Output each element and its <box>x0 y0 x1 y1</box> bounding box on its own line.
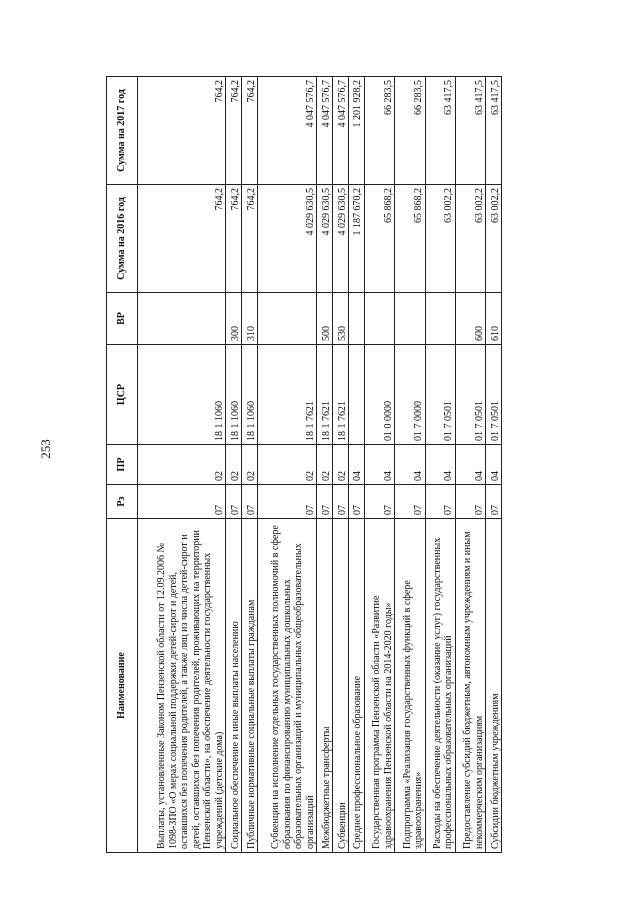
table-body <box>138 77 502 853</box>
cell-sum-2017: 764,2 <box>242 77 258 185</box>
cell-name: Субсидии бюджетным учреждениям <box>486 519 502 853</box>
cell-sum-2016: 4 029 630,5 <box>258 185 317 293</box>
cell-pr: 04 <box>349 445 365 485</box>
budget-table <box>106 76 502 853</box>
cell-name: Выплаты, установленные Законом Пензенской области от 12.09.2006 № 1098-ЗПО «О мерах социальной поддержки детей-сирот и детей, оставшихся без попечения родителей, а также лиц из числа детей-сирот и детей, оставшихся без попечения родителей, проживающих на территории Пензенской области», на обеспечение деятельности государственных учреждений (детские дома) <box>138 519 226 853</box>
page-number: 253 <box>38 439 53 459</box>
cell-rz: 07 <box>317 485 333 519</box>
table-row <box>455 77 485 853</box>
cell-sum-2017: 4 047 576,7 <box>258 77 317 185</box>
table-row <box>317 77 333 853</box>
cell-pr: 02 <box>138 445 226 485</box>
cell-vr <box>425 293 455 345</box>
cell-csr: 18 1 1060 <box>138 345 226 445</box>
cell-vr: 610 <box>486 293 502 345</box>
cell-sum-2016: 4 029 630,5 <box>333 185 349 293</box>
cell-vr: 500 <box>317 293 333 345</box>
cell-sum-2017: 1 201 928,2 <box>349 77 365 185</box>
cell-rz: 07 <box>455 485 485 519</box>
table-row <box>258 77 317 853</box>
table-row <box>226 77 242 853</box>
cell-sum-2016: 63 002,2 <box>486 185 502 293</box>
cell-rz: 07 <box>242 485 258 519</box>
cell-rz: 07 <box>333 485 349 519</box>
cell-sum-2017: 4 047 576,7 <box>317 77 333 185</box>
cell-name: Межбюджетные трансферты <box>317 519 333 853</box>
table-row <box>395 77 425 853</box>
cell-name: Государственная программа Пензенской области «Развитие здравоохранения Пензенской области на 2014-2020 годы» <box>364 519 394 853</box>
cell-sum-2017: 63 417,5 <box>486 77 502 185</box>
header-rz: Рз <box>107 485 138 519</box>
table-row <box>486 77 502 853</box>
cell-rz: 07 <box>364 485 394 519</box>
cell-name: Подпрограмма «Реализация государственных функций в сфере здравоохранения» <box>395 519 425 853</box>
cell-sum-2016: 63 002,2 <box>455 185 485 293</box>
cell-csr: 01 7 0501 <box>425 345 455 445</box>
cell-pr: 04 <box>455 445 485 485</box>
cell-vr: 530 <box>333 293 349 345</box>
cell-csr: 01 0 0000 <box>364 345 394 445</box>
table-row <box>138 77 226 853</box>
cell-name: Социальное обеспечение и иные выплаты населению <box>226 519 242 853</box>
rotated-table-wrapper <box>106 77 502 853</box>
table-row <box>425 77 455 853</box>
cell-sum-2017: 63 417,5 <box>425 77 455 185</box>
cell-pr: 02 <box>333 445 349 485</box>
cell-vr <box>258 293 317 345</box>
cell-sum-2016: 63 002,2 <box>425 185 455 293</box>
cell-csr: 01 7 0501 <box>455 345 485 445</box>
cell-name: Расходы на обеспечение деятельности (оказание услуг) государственных профессиональных образовательных организаций <box>425 519 455 853</box>
cell-sum-2017: 764,2 <box>138 77 226 185</box>
cell-pr: 02 <box>242 445 258 485</box>
cell-csr: 18 1 7621 <box>317 345 333 445</box>
cell-vr: 310 <box>242 293 258 345</box>
cell-sum-2017: 66 283,5 <box>364 77 394 185</box>
table-row <box>364 77 394 853</box>
cell-rz: 07 <box>138 485 226 519</box>
table-row <box>349 77 365 853</box>
header-csr: ЦСР <box>107 345 138 445</box>
cell-csr: 18 1 1060 <box>242 345 258 445</box>
cell-csr: 18 1 7621 <box>258 345 317 445</box>
cell-name: Предоставление субсидий бюджетным, автономным учреждениям и иным некоммерческим организациям <box>455 519 485 853</box>
cell-vr <box>395 293 425 345</box>
cell-pr: 04 <box>486 445 502 485</box>
cell-name: Среднее профессиональное образование <box>349 519 365 853</box>
cell-sum-2017: 66 283,5 <box>395 77 425 185</box>
cell-pr: 02 <box>226 445 242 485</box>
cell-csr <box>349 345 365 445</box>
cell-rz: 07 <box>425 485 455 519</box>
cell-sum-2016: 1 187 670,2 <box>349 185 365 293</box>
cell-rz: 07 <box>395 485 425 519</box>
header-pr: ПР <box>107 445 138 485</box>
cell-name: Публичные нормативные социальные выплаты гражданам <box>242 519 258 853</box>
cell-rz: 07 <box>349 485 365 519</box>
cell-pr: 04 <box>364 445 394 485</box>
cell-sum-2016: 4 029 630,5 <box>317 185 333 293</box>
cell-sum-2017: 63 417,5 <box>455 77 485 185</box>
cell-name: Субвенции <box>333 519 349 853</box>
cell-sum-2016: 764,2 <box>138 185 226 293</box>
cell-pr: 04 <box>425 445 455 485</box>
cell-vr: 300 <box>226 293 242 345</box>
cell-vr <box>349 293 365 345</box>
header-vr: ВР <box>107 293 138 345</box>
table-header <box>107 77 138 853</box>
cell-csr: 01 7 0000 <box>395 345 425 445</box>
cell-rz: 07 <box>226 485 242 519</box>
cell-sum-2016: 764,2 <box>226 185 242 293</box>
cell-rz: 07 <box>258 485 317 519</box>
cell-csr: 18 1 1060 <box>226 345 242 445</box>
cell-pr: 02 <box>258 445 317 485</box>
cell-pr: 04 <box>395 445 425 485</box>
header-sum-2016: Сумма на 2016 год <box>107 185 138 293</box>
cell-vr <box>364 293 394 345</box>
cell-sum-2016: 65 868,2 <box>364 185 394 293</box>
cell-csr: 18 1 7621 <box>333 345 349 445</box>
cell-pr: 02 <box>317 445 333 485</box>
header-sum-2017: Сумма на 2017 год <box>107 77 138 185</box>
cell-vr: 600 <box>455 293 485 345</box>
cell-sum-2017: 4 047 576,7 <box>333 77 349 185</box>
cell-sum-2016: 65 868,2 <box>395 185 425 293</box>
cell-rz: 07 <box>486 485 502 519</box>
cell-csr: 01 7 0501 <box>486 345 502 445</box>
cell-name: Субвенции на исполнение отдельных государственных полномочий в сфере образования по финансированию муниципальных дошкольных образовательных организаций и муниципальных общеобразовательных организаций <box>258 519 317 853</box>
table-row <box>333 77 349 853</box>
cell-sum-2017: 764,2 <box>226 77 242 185</box>
table-row <box>242 77 258 853</box>
cell-vr <box>138 293 226 345</box>
header-name: Наименование <box>107 519 138 853</box>
cell-sum-2016: 764,2 <box>242 185 258 293</box>
